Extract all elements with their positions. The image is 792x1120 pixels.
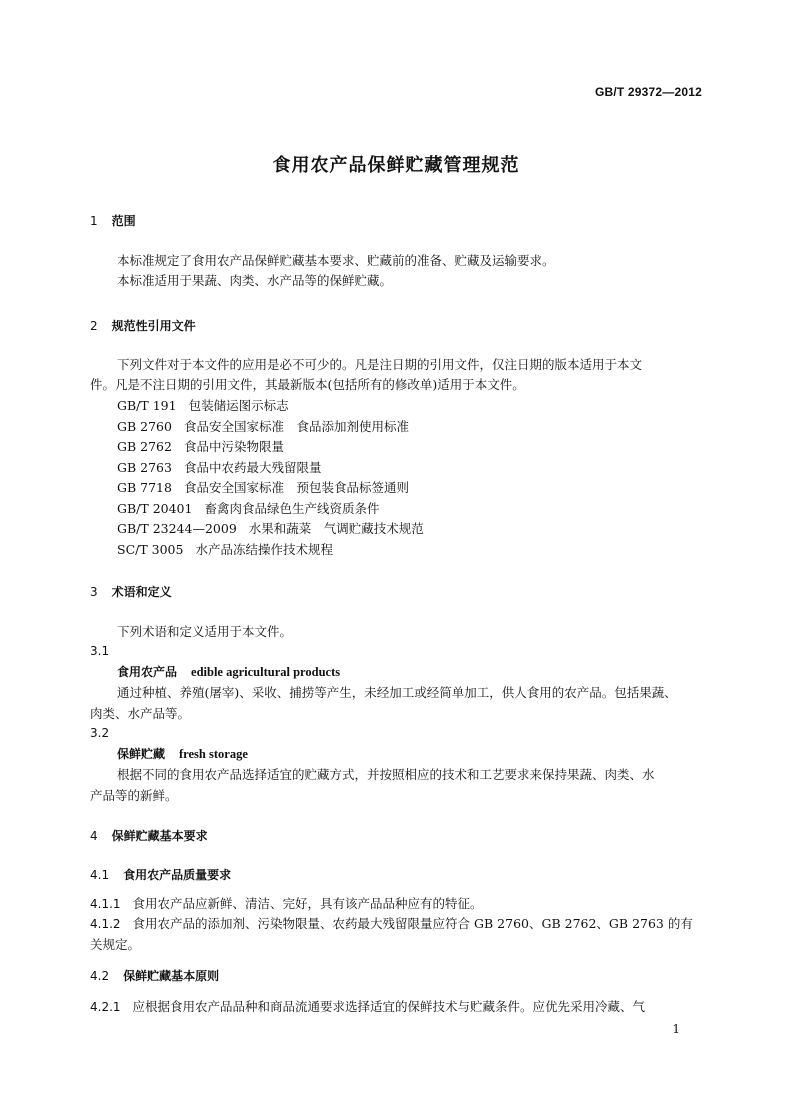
subsection-title: 保鲜贮藏基本原则 — [123, 969, 220, 983]
reference-code: GB/T 20401 — [117, 501, 193, 516]
reference-item — [117, 417, 702, 438]
reference-code: GB 2760 — [117, 419, 172, 434]
reference-title: 畜禽肉食品绿色生产线资质条件 — [204, 501, 380, 516]
section-2-heading — [90, 317, 196, 334]
term-english: edible agricultural products — [191, 665, 341, 679]
section-number: 1 — [90, 214, 98, 228]
reference-item — [117, 540, 702, 561]
clause-4-2-1 — [90, 997, 702, 1018]
term-number: 3.1 — [90, 644, 110, 658]
term-definition-line-2: 肉类、水产品等。 — [90, 706, 191, 721]
clause-4-1-1 — [90, 894, 702, 915]
reference-title: 食品安全国家标准 预包装食品标签通则 — [183, 480, 409, 495]
subsection-4-2-heading — [90, 967, 219, 984]
reference-code: GB/T 191 — [117, 398, 177, 413]
term-entry — [117, 663, 340, 680]
reference-item — [117, 478, 702, 499]
reference-title: 食品安全国家标准 食品添加剂使用标准 — [183, 419, 409, 434]
section-title: 范围 — [111, 214, 136, 228]
section-number: 3 — [90, 585, 98, 599]
subsection-number: 4.1 — [90, 868, 110, 882]
document-title: 食用农产品保鲜贮藏管理规范 — [272, 155, 520, 176]
reference-title: 水产品冻结操作技术规程 — [195, 542, 333, 557]
term-definition-line-1: 根据不同的食用农产品选择适宜的贮藏方式，并按照相应的技术和工艺要求来保持果蔬、肉类、水 — [117, 767, 655, 782]
page-number: 1 — [672, 1022, 680, 1036]
reference-title: 食品中农药最大残留限量 — [183, 460, 322, 475]
reference-item — [117, 499, 702, 520]
term-chinese: 食用农产品 — [117, 665, 178, 679]
reference-code: GB 7718 — [117, 480, 172, 495]
reference-item — [117, 519, 702, 540]
clause-number: 4.2.1 — [90, 1000, 121, 1014]
standard-number: GB/T 29372—2012 — [594, 85, 702, 99]
reference-code: GB/T 23244—2009 — [117, 521, 237, 536]
clause-4-1-2 — [90, 914, 702, 935]
scope-paragraph-2: 本标准适用于果蔬、肉类、水产品等的保鲜贮藏。 — [117, 273, 393, 288]
references-intro-line-1: 下列文件对于本文件的应用是必不可少的。凡是注日期的引用文件，仅注日期的版本适用于本文 — [117, 357, 643, 372]
section-3-heading — [90, 583, 172, 600]
section-4-heading — [90, 827, 208, 844]
reference-title: 水果和蔬菜 气调贮藏技术规范 — [248, 521, 424, 536]
clause-text: 食用农产品的添加剂、污染物限量、农药最大残留限量应符合 GB 2760、GB 2762、GB 2763 的有 — [132, 916, 693, 931]
terms-intro: 下列术语和定义适用于本文件。 — [117, 624, 293, 639]
clause-text: 食用农产品应新鲜、清洁、完好，具有该产品品种应有的特征。 — [132, 896, 483, 911]
section-1-heading — [90, 212, 136, 229]
section-title: 保鲜贮藏基本要求 — [111, 829, 208, 843]
references-intro-line-2: 件。凡是不注日期的引用文件，其最新版本(包括所有的修改单)适用于本文件。 — [90, 377, 525, 392]
term-definition-line-1: 通过种植、养殖(屠宰)、采收、捕捞等产生，未经加工或经简单加工，供人食用的农产品。包括果蔬、 — [117, 685, 677, 700]
clause-4-1-2-continuation: 关规定。 — [90, 937, 141, 952]
clause-text: 应根据食用农产品品种和商品流通要求选择适宜的保鲜技术与贮藏条件。应优先采用冷藏、气 — [132, 999, 646, 1014]
reference-item — [117, 437, 702, 458]
term-entry — [117, 745, 248, 762]
reference-item — [117, 396, 702, 417]
term-chinese: 保鲜贮藏 — [117, 747, 166, 761]
reference-title: 食品中污染物限量 — [183, 439, 284, 454]
reference-code: SC/T 3005 — [117, 542, 184, 557]
section-title: 规范性引用文件 — [111, 319, 196, 333]
reference-code: GB 2763 — [117, 460, 172, 475]
term-number: 3.2 — [90, 726, 110, 740]
reference-code: GB 2762 — [117, 439, 172, 454]
subsection-title: 食用农产品质量要求 — [123, 868, 232, 882]
subsection-number: 4.2 — [90, 969, 110, 983]
section-title: 术语和定义 — [111, 585, 172, 599]
subsection-4-1-heading — [90, 866, 231, 883]
scope-paragraph-1: 本标准规定了食用农产品保鲜贮藏基本要求、贮藏前的准备、贮藏及运输要求。 — [117, 253, 555, 268]
clause-number: 4.1.2 — [90, 917, 121, 931]
section-number: 2 — [90, 319, 98, 333]
reference-title: 包装储运图示标志 — [188, 398, 289, 413]
term-english: fresh storage — [179, 747, 248, 761]
section-number: 4 — [90, 829, 98, 843]
term-definition-line-2: 产品等的新鲜。 — [90, 788, 178, 803]
clause-number: 4.1.1 — [90, 897, 121, 911]
reference-item — [117, 458, 702, 479]
